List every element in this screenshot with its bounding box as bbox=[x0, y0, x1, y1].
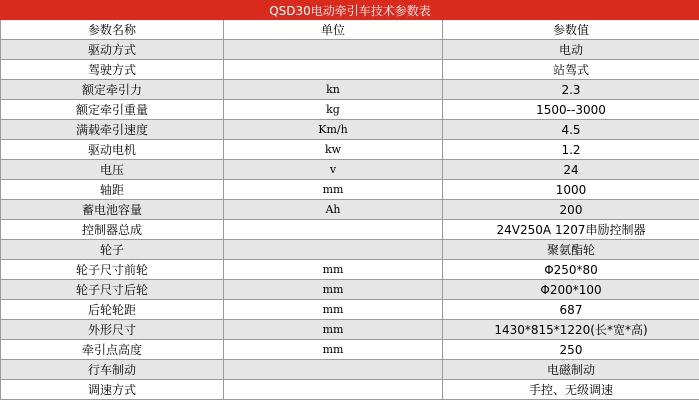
unit-cell: mm bbox=[224, 300, 443, 320]
param-value-cell: 电动 bbox=[443, 40, 699, 60]
param-name-cell: 驾驶方式 bbox=[1, 60, 224, 80]
param-value-cell: 2.3 bbox=[443, 80, 699, 100]
unit-cell: kn bbox=[224, 80, 443, 100]
table-row bbox=[1, 380, 699, 400]
unit-cell: v bbox=[224, 160, 443, 180]
header-param-name: 参数名称 bbox=[1, 20, 224, 40]
table-row bbox=[1, 200, 699, 220]
param-name-cell: 牵引点高度 bbox=[1, 340, 224, 360]
param-value-cell: 24V250A 1207串励控制器 bbox=[443, 220, 699, 240]
param-value-cell: Φ250*80 bbox=[443, 260, 699, 280]
table-row bbox=[1, 360, 699, 380]
param-value-cell: 电磁制动 bbox=[443, 360, 699, 380]
table-row bbox=[1, 320, 699, 340]
param-name-cell: 轮子尺寸后轮 bbox=[1, 280, 224, 300]
unit-cell: Ah bbox=[224, 200, 443, 220]
table-row bbox=[1, 160, 699, 180]
param-name-cell: 调速方式 bbox=[1, 380, 224, 400]
unit-cell: mm bbox=[224, 320, 443, 340]
table-row bbox=[1, 300, 699, 320]
param-name-cell: 满载牵引速度 bbox=[1, 120, 224, 140]
header-row bbox=[1, 20, 699, 40]
unit-cell: mm bbox=[224, 180, 443, 200]
param-value-cell: 1500--3000 bbox=[443, 100, 699, 120]
table-row bbox=[1, 60, 699, 80]
param-value-cell: 4.5 bbox=[443, 120, 699, 140]
table-row bbox=[1, 280, 699, 300]
table-row bbox=[1, 100, 699, 120]
spec-table-body bbox=[1, 1, 699, 400]
unit-cell bbox=[224, 240, 443, 260]
param-name-cell: 驱动方式 bbox=[1, 40, 224, 60]
param-value-cell: 1000 bbox=[443, 180, 699, 200]
unit-cell: kw bbox=[224, 140, 443, 160]
param-value-cell: 聚氨酯轮 bbox=[443, 240, 699, 260]
unit-cell: kg bbox=[224, 100, 443, 120]
table-row bbox=[1, 180, 699, 200]
header-param-value: 参数值 bbox=[443, 20, 699, 40]
param-name-cell: 蓄电池容量 bbox=[1, 200, 224, 220]
table-row bbox=[1, 240, 699, 260]
table-row bbox=[1, 260, 699, 280]
unit-cell: mm bbox=[224, 340, 443, 360]
param-value-cell: 24 bbox=[443, 160, 699, 180]
param-value-cell: 1430*815*1220(长*宽*高) bbox=[443, 320, 699, 340]
unit-cell bbox=[224, 60, 443, 80]
table-row bbox=[1, 220, 699, 240]
header-unit: 单位 bbox=[224, 20, 443, 40]
param-value-cell: 站驾式 bbox=[443, 60, 699, 80]
param-value-cell: Φ200*100 bbox=[443, 280, 699, 300]
table-row bbox=[1, 80, 699, 100]
unit-cell bbox=[224, 360, 443, 380]
unit-cell bbox=[224, 40, 443, 60]
param-name-cell: 后轮轮距 bbox=[1, 300, 224, 320]
param-name-cell: 轮子 bbox=[1, 240, 224, 260]
table-row bbox=[1, 120, 699, 140]
unit-cell: mm bbox=[224, 260, 443, 280]
param-name-cell: 轮子尺寸前轮 bbox=[1, 260, 224, 280]
param-name-cell: 额定牵引重量 bbox=[1, 100, 224, 120]
unit-cell: Km/h bbox=[224, 120, 443, 140]
unit-cell bbox=[224, 220, 443, 240]
param-name-cell: 轴距 bbox=[1, 180, 224, 200]
title-row bbox=[1, 1, 699, 20]
table-row bbox=[1, 340, 699, 360]
param-value-cell: 250 bbox=[443, 340, 699, 360]
unit-cell bbox=[224, 380, 443, 400]
param-value-cell: 200 bbox=[443, 200, 699, 220]
param-name-cell: 额定牵引力 bbox=[1, 80, 224, 100]
table-row bbox=[1, 40, 699, 60]
param-name-cell: 行车制动 bbox=[1, 360, 224, 380]
unit-cell: mm bbox=[224, 280, 443, 300]
table-title: QSD30电动牵引车技术参数表 bbox=[1, 1, 699, 20]
param-value-cell: 687 bbox=[443, 300, 699, 320]
param-value-cell: 1.2 bbox=[443, 140, 699, 160]
param-name-cell: 驱动电机 bbox=[1, 140, 224, 160]
param-name-cell: 电压 bbox=[1, 160, 224, 180]
param-name-cell: 控制器总成 bbox=[1, 220, 224, 240]
table-row bbox=[1, 140, 699, 160]
param-name-cell: 外形尺寸 bbox=[1, 320, 224, 340]
param-value-cell: 手控、无级调速 bbox=[443, 380, 699, 400]
